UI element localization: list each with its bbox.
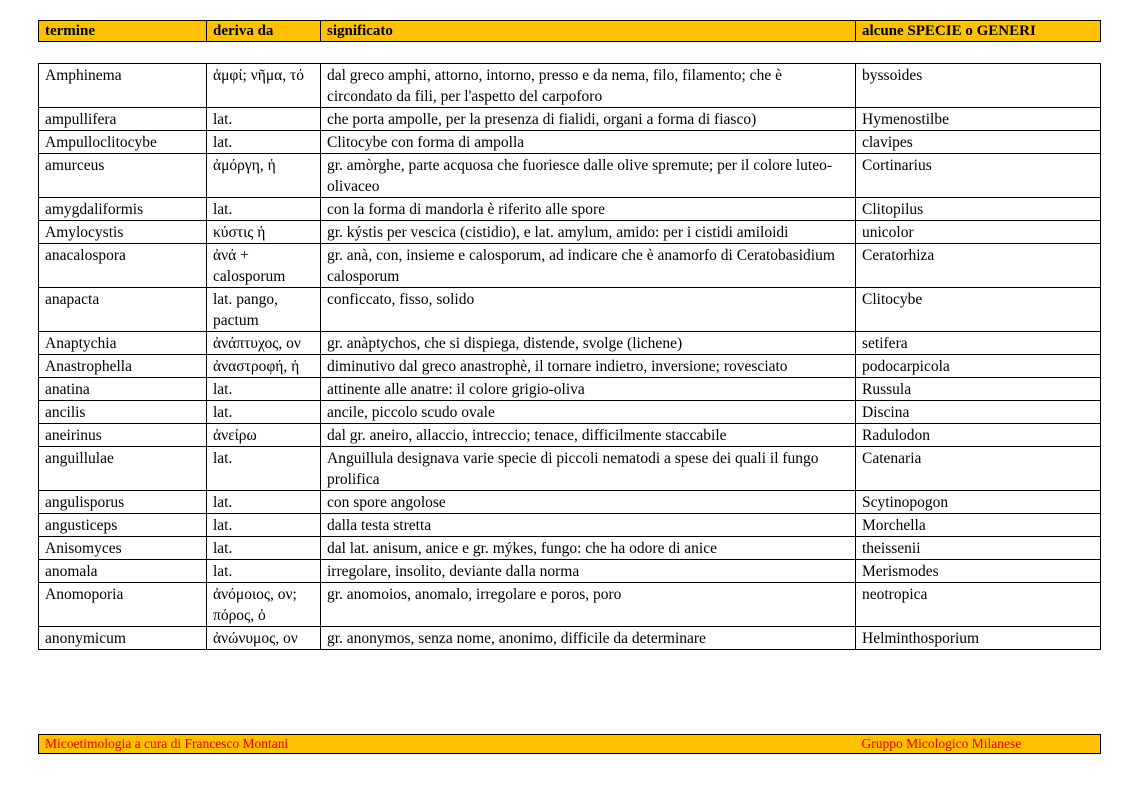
cell-significato: gr. anàptychos, che si dispiega, distende, svolge (lichene) xyxy=(321,332,856,355)
cell-specie: Helminthosporium xyxy=(856,627,1101,650)
cell-specie: Ceratorhiza xyxy=(856,244,1101,288)
header-row xyxy=(39,21,1101,42)
cell-significato: Anguillula designava varie specie di piccoli nematodi a spese dei quali il fungo prolifica xyxy=(321,447,856,491)
cell-deriva-da: lat. xyxy=(207,378,321,401)
table-row xyxy=(39,198,1101,221)
cell-specie: Russula xyxy=(856,378,1101,401)
cell-termine: angusticeps xyxy=(39,514,207,537)
cell-significato: dal gr. aneiro, allaccio, intreccio; tenace, difficilmente staccabile xyxy=(321,424,856,447)
cell-termine: anatina xyxy=(39,378,207,401)
cell-deriva-da: lat. pango, pactum xyxy=(207,288,321,332)
cell-deriva-da: ἀνάπτυχος, ον xyxy=(207,332,321,355)
cell-termine: ampullifera xyxy=(39,108,207,131)
cell-specie: neotropica xyxy=(856,583,1101,627)
table-row xyxy=(39,378,1101,401)
table-row xyxy=(39,244,1101,288)
cell-deriva-da: lat. xyxy=(207,401,321,424)
cell-termine: amygdaliformis xyxy=(39,198,207,221)
cell-termine: amurceus xyxy=(39,154,207,198)
cell-termine: anapacta xyxy=(39,288,207,332)
cell-specie: Clitopilus xyxy=(856,198,1101,221)
cell-specie: byssoides xyxy=(856,64,1101,108)
cell-significato: gr. anomoios, anomalo, irregolare e poros, poro xyxy=(321,583,856,627)
cell-significato: gr. amòrghe, parte acquosa che fuoriesce dalle olive spremute; per il colore luteo-olivaceo xyxy=(321,154,856,198)
table-row xyxy=(39,401,1101,424)
header-specie-generi: alcune SPECIE o GENERI xyxy=(856,21,1101,42)
table-row xyxy=(39,560,1101,583)
cell-significato: gr. kýstis per vescica (cistidio), e lat. amylum, amido: per i cistidi amiloidi xyxy=(321,221,856,244)
table-row xyxy=(39,154,1101,198)
table-row xyxy=(39,64,1101,108)
footer-group: Gruppo Micologico Milanese xyxy=(856,735,1101,754)
cell-deriva-da: ἀμόργη, ἡ xyxy=(207,154,321,198)
cell-specie: Catenaria xyxy=(856,447,1101,491)
cell-specie: Discina xyxy=(856,401,1101,424)
glossary-table xyxy=(38,63,1101,650)
header-table xyxy=(38,20,1101,42)
table-row xyxy=(39,332,1101,355)
cell-specie: Merismodes xyxy=(856,560,1101,583)
cell-termine: angulisporus xyxy=(39,491,207,514)
cell-deriva-da: ἀνείρω xyxy=(207,424,321,447)
cell-deriva-da: κύστις ἡ xyxy=(207,221,321,244)
header-significato: significato xyxy=(321,21,856,42)
table-row xyxy=(39,514,1101,537)
cell-deriva-da: ἀναστροφή, ἡ xyxy=(207,355,321,378)
table-row xyxy=(39,491,1101,514)
cell-specie: Hymenostilbe xyxy=(856,108,1101,131)
cell-termine: ancilis xyxy=(39,401,207,424)
cell-deriva-da: ἀνά + calosporum xyxy=(207,244,321,288)
cell-specie: podocarpicola xyxy=(856,355,1101,378)
cell-deriva-da: lat. xyxy=(207,447,321,491)
header-termine: termine xyxy=(39,21,207,42)
cell-deriva-da: lat. xyxy=(207,560,321,583)
cell-termine: Anomoporia xyxy=(39,583,207,627)
table-row xyxy=(39,447,1101,491)
cell-specie: Clitocybe xyxy=(856,288,1101,332)
cell-termine: aneirinus xyxy=(39,424,207,447)
table-row xyxy=(39,108,1101,131)
cell-significato: dal lat. anisum, anice e gr. mýkes, fungo: che ha odore di anice xyxy=(321,537,856,560)
cell-significato: Clitocybe con forma di ampolla xyxy=(321,131,856,154)
cell-significato: ancile, piccolo scudo ovale xyxy=(321,401,856,424)
cell-termine: Anisomyces xyxy=(39,537,207,560)
cell-termine: Anaptychia xyxy=(39,332,207,355)
cell-termine: anacalospora xyxy=(39,244,207,288)
footer-bar xyxy=(38,734,1101,754)
cell-deriva-da: lat. xyxy=(207,514,321,537)
header-deriva-da: deriva da xyxy=(207,21,321,42)
cell-deriva-da: ἀμφί; νῆμα, τό xyxy=(207,64,321,108)
table-row xyxy=(39,221,1101,244)
cell-significato: gr. anonymos, senza nome, anonimo, difficile da determinare xyxy=(321,627,856,650)
cell-significato: dalla testa stretta xyxy=(321,514,856,537)
cell-specie: Radulodon xyxy=(856,424,1101,447)
table-row xyxy=(39,627,1101,650)
footer-credit: Micoetimologia a cura di Francesco Montani xyxy=(39,735,856,754)
cell-termine: anomala xyxy=(39,560,207,583)
cell-significato: che porta ampolle, per la presenza di fialidi, organi a forma di fiasco) xyxy=(321,108,856,131)
cell-termine: Ampulloclitocybe xyxy=(39,131,207,154)
cell-specie: Scytinopogon xyxy=(856,491,1101,514)
cell-termine: Amphinema xyxy=(39,64,207,108)
cell-deriva-da: lat. xyxy=(207,108,321,131)
cell-significato: irregolare, insolito, deviante dalla norma xyxy=(321,560,856,583)
cell-significato: dal greco amphi, attorno, intorno, presso e da nema, filo, filamento; che è circondato da fili, per l'aspetto del carpoforo xyxy=(321,64,856,108)
cell-significato: attinente alle anatre: il colore grigio-oliva xyxy=(321,378,856,401)
cell-deriva-da: lat. xyxy=(207,131,321,154)
cell-specie: unicolor xyxy=(856,221,1101,244)
table-row xyxy=(39,355,1101,378)
table-row xyxy=(39,288,1101,332)
cell-deriva-da: lat. xyxy=(207,537,321,560)
cell-termine: Amylocystis xyxy=(39,221,207,244)
cell-termine: Anastrophella xyxy=(39,355,207,378)
table-row xyxy=(39,583,1101,627)
footer-row xyxy=(39,735,1101,754)
table-row xyxy=(39,537,1101,560)
cell-deriva-da: lat. xyxy=(207,491,321,514)
cell-deriva-da: ἀνώνυμος, ον xyxy=(207,627,321,650)
table-row xyxy=(39,131,1101,154)
cell-significato: con la forma di mandorla è riferito alle spore xyxy=(321,198,856,221)
cell-specie: Morchella xyxy=(856,514,1101,537)
cell-deriva-da: ἀνόμοιος, ον; πόρος, ὁ xyxy=(207,583,321,627)
cell-termine: anonymicum xyxy=(39,627,207,650)
cell-specie: clavipes xyxy=(856,131,1101,154)
cell-significato: gr. anà, con, insieme e calosporum, ad indicare che è anamorfo di Ceratobasidium calosporum xyxy=(321,244,856,288)
table-row xyxy=(39,424,1101,447)
cell-significato: con spore angolose xyxy=(321,491,856,514)
cell-significato: conficcato, fisso, solido xyxy=(321,288,856,332)
cell-significato: diminutivo dal greco anastrophè, il tornare indietro, inversione; rovesciato xyxy=(321,355,856,378)
cell-specie: setifera xyxy=(856,332,1101,355)
cell-specie: theissenii xyxy=(856,537,1101,560)
cell-termine: anguillulae xyxy=(39,447,207,491)
cell-deriva-da: lat. xyxy=(207,198,321,221)
cell-specie: Cortinarius xyxy=(856,154,1101,198)
